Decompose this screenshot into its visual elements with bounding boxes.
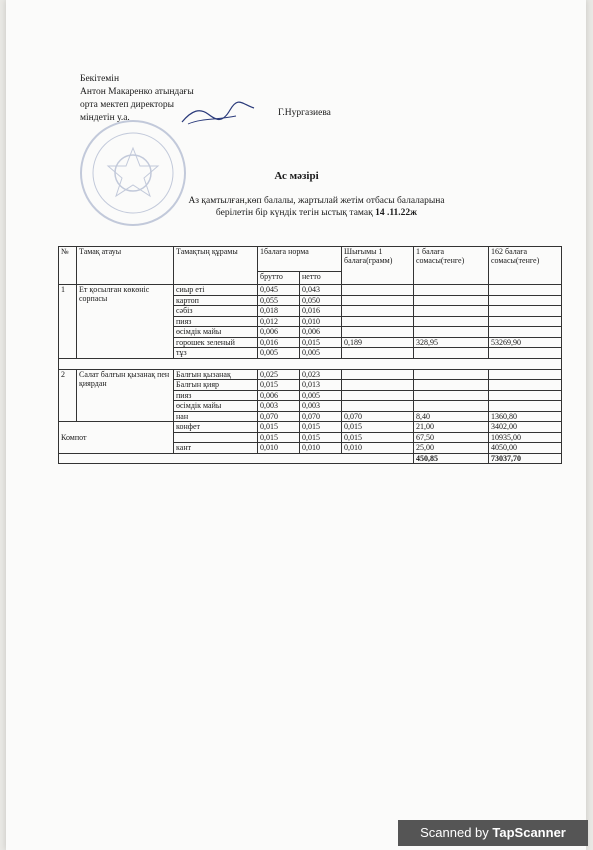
cell-cost162: 1360,80 [489, 411, 562, 422]
cell-yield [342, 285, 414, 296]
cell-yield [342, 401, 414, 412]
cell-yield: 0,015 [342, 422, 414, 433]
watermark-brand: TapScanner [492, 825, 566, 840]
total-cost162: 73037,70 [489, 453, 562, 464]
cell-cost162: 53269,90 [489, 337, 562, 348]
cell-brutto: 0,010 [258, 443, 300, 454]
header-num: № [59, 247, 77, 285]
cell-brutto: 0,015 [258, 422, 300, 433]
cell-brutto: 0,003 [258, 401, 300, 412]
document-title: Ас мәзірі [274, 170, 319, 182]
approval-line: Бекітемін [80, 74, 120, 84]
cell-cost162 [489, 390, 562, 401]
dish-number: 1 [59, 285, 77, 359]
cell-cost1 [414, 306, 489, 317]
approval-line: Антон Макаренко атындағы [80, 87, 194, 97]
dish1-group [59, 285, 562, 359]
cell-cost1: 8,40 [414, 411, 489, 422]
cell-cost162: 10935,00 [489, 432, 562, 443]
cell-cost1: 25,00 [414, 443, 489, 454]
cell-item: пияз [174, 390, 258, 401]
signature-image [178, 100, 258, 128]
cell-brutto: 0,015 [258, 380, 300, 391]
cell-netto: 0,005 [300, 390, 342, 401]
cell-item: Балғын қияр [174, 380, 258, 391]
cell-netto: 0,043 [300, 285, 342, 296]
menu-date: 14 .11.22ж [375, 208, 418, 218]
cell-cost1 [414, 390, 489, 401]
cell-cost1 [414, 316, 489, 327]
cell-cost1: 67,50 [414, 432, 489, 443]
cell-netto: 0,015 [300, 337, 342, 348]
cell-item: конфет [174, 422, 258, 433]
approval-line: міндетін у.а. [80, 113, 130, 123]
cell-cost162 [489, 285, 562, 296]
watermark-prefix: Scanned by [420, 825, 493, 840]
cell-item: кант [174, 443, 258, 454]
cell-item: горошек зеленый [174, 337, 258, 348]
subtitle-text: берілетін бір күндік тегін ыстық тамақ [215, 208, 373, 218]
cell-yield [342, 327, 414, 338]
cell-brutto: 0,006 [258, 390, 300, 401]
cell-brutto: 0,025 [258, 369, 300, 380]
cell-netto: 0,003 [300, 401, 342, 412]
cell-brutto: 0,005 [258, 348, 300, 359]
cell-cost162 [489, 306, 562, 317]
cell-item: Балғын қызанақ [174, 369, 258, 380]
cell-netto: 0,010 [300, 316, 342, 327]
total-cost1: 450,85 [414, 453, 489, 464]
header-cost1: 1 балаға сомасы(тенге) [414, 247, 489, 285]
cell-cost1 [414, 285, 489, 296]
cell-yield [342, 380, 414, 391]
cell-brutto: 0,045 [258, 285, 300, 296]
cell-cost162 [489, 327, 562, 338]
cell-cost162 [489, 369, 562, 380]
table-header-row [59, 247, 562, 272]
cell-item: нан [174, 411, 258, 422]
cell-yield: 0,015 [342, 432, 414, 443]
cell-netto: 0,023 [300, 369, 342, 380]
cell-cost1 [414, 401, 489, 412]
header-netto: нетто [300, 272, 342, 285]
cell-yield: 0,070 [342, 411, 414, 422]
total-row [59, 453, 562, 464]
cell-brutto: 0,018 [258, 306, 300, 317]
cell-brutto: 0,055 [258, 295, 300, 306]
header-composition: Тамақтың құрамы [174, 247, 258, 285]
kompot-name: Компот [59, 422, 174, 454]
dish-name: Салат балғын қызанақ пен қиярдан [77, 369, 174, 422]
cell-netto: 0,050 [300, 295, 342, 306]
cell-yield [342, 369, 414, 380]
cell-brutto: 0,016 [258, 337, 300, 348]
cell-cost162: 4050,00 [489, 443, 562, 454]
cell-yield [342, 295, 414, 306]
cell-cost162 [489, 316, 562, 327]
table-row [59, 285, 562, 296]
cell-netto: 0,015 [300, 422, 342, 433]
cell-yield: 0,010 [342, 443, 414, 454]
spacer-row [59, 358, 562, 369]
cell-cost162 [489, 380, 562, 391]
cell-netto: 0,005 [300, 348, 342, 359]
dish-name: Ет қосылған көкөніс сорпасы [77, 285, 174, 359]
cell-item: өсімдік майы [174, 401, 258, 412]
cell-netto: 0,006 [300, 327, 342, 338]
cell-cost1 [414, 348, 489, 359]
header-cost162: 162 балаға сомасы(тенге) [489, 247, 562, 285]
cell-netto: 0,015 [300, 432, 342, 443]
cell-cost162: 3402,00 [489, 422, 562, 433]
cell-cost1: 328,95 [414, 337, 489, 348]
cell-cost1 [414, 327, 489, 338]
cell-brutto: 0,006 [258, 327, 300, 338]
cell-brutto: 0,012 [258, 316, 300, 327]
cell-item: сиыр еті [174, 285, 258, 296]
cell-yield [342, 316, 414, 327]
cell-netto: 0,070 [300, 411, 342, 422]
cell-brutto: 0,070 [258, 411, 300, 422]
cell-yield [342, 306, 414, 317]
header-dish: Тамақ атауы [77, 247, 174, 285]
signer-name: Г.Нургазиева [278, 108, 331, 118]
cell-item [174, 432, 258, 443]
cell-cost1: 21,00 [414, 422, 489, 433]
cell-cost162 [489, 401, 562, 412]
cell-item: пияз [174, 316, 258, 327]
header-brutto: брутто [258, 272, 300, 285]
table-row [59, 422, 562, 433]
cell-item: тұз [174, 348, 258, 359]
cell-cost1 [414, 380, 489, 391]
dish2-group [59, 369, 562, 422]
cell-item: сәбіз [174, 306, 258, 317]
cell-cost1 [414, 369, 489, 380]
cell-cost162 [489, 348, 562, 359]
approval-line: орта мектеп директоры [80, 100, 175, 110]
header-norm: 1балаға норма [258, 247, 342, 272]
cell-netto: 0,010 [300, 443, 342, 454]
cell-brutto: 0,015 [258, 432, 300, 443]
document-subtitle-date [0, 208, 593, 218]
cell-cost1 [414, 295, 489, 306]
menu-table [58, 246, 562, 464]
cell-netto: 0,013 [300, 380, 342, 391]
cell-cost162 [489, 295, 562, 306]
cell-yield [342, 348, 414, 359]
cell-netto: 0,016 [300, 306, 342, 317]
cell-yield [342, 390, 414, 401]
cell-yield: 0,189 [342, 337, 414, 348]
scanner-watermark [398, 820, 588, 846]
table-row [59, 369, 562, 380]
document-subtitle: Аз қамтылған,көп балалы, жартылай жетім отбасы балаларына [188, 196, 445, 206]
header-yield: Шығымы 1 балаға(грамм) [342, 247, 414, 285]
dish-number: 2 [59, 369, 77, 422]
cell-item: өсімдік майы [174, 327, 258, 338]
cell-item: картоп [174, 295, 258, 306]
